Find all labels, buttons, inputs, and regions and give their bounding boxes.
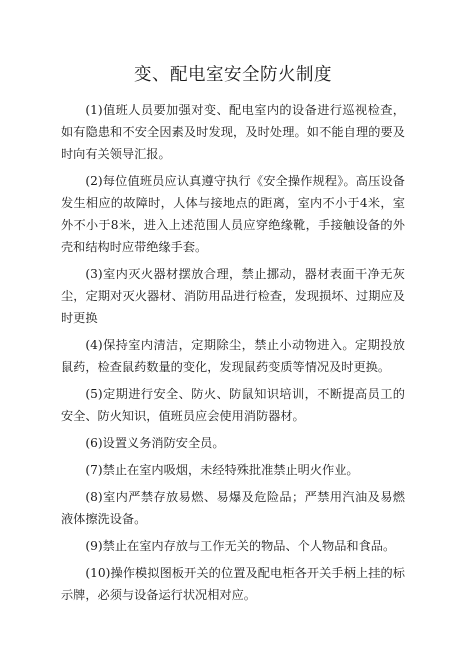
document-title: 变、配电室安全防火制度 <box>134 65 332 85</box>
rule-paragraph-3: (3)室内灭火器材摆放合理，禁止挪动，器材表面干净无灰尘，定期对灭火器材、消防用品进行检查，发现损坏、过期应及时更换 <box>61 267 405 325</box>
rule-paragraph-8: (8)室内严禁存放易燃、易爆及危险品；严禁用汽油及易燃液体擦洗设备。 <box>61 490 405 526</box>
rule-paragraph-7: (7)禁止在室内吸烟，未经特殊批准禁止明火作业。 <box>85 463 359 477</box>
rule-paragraph-4: (4)保持室内清洁，定期除尘，禁止小动物进入。定期投放鼠药，检查鼠药数量的变化，发现鼠药变质等情况及时更换。 <box>61 338 405 374</box>
rule-paragraph-5: (5)定期进行安全、防火、防鼠知识培训，不断提高员工的安全、防火知识，值班员应会使用消防器材。 <box>61 387 405 423</box>
rule-paragraph-1: (1)值班人员要加强对变、配电室内的设备进行巡视检查，如有隐患和不安全因素及时发现，及时处理。如不能自理的要及时向有关领导汇报。 <box>61 103 405 161</box>
rule-paragraph-2: (2)每位值班员应认真遵守执行《安全操作规程》。高压设备发生相应的故障时，人体与接地点的距离，室内不小于4米，室外不小于8米，进入上述范围人员应穿绝缘靴，手接触设备的外壳和结构时应带绝缘手套。 <box>61 174 405 254</box>
rule-paragraph-9: (9)禁止在室内存放与工作无关的物品、个人物品和食品。 <box>85 539 396 553</box>
rule-paragraph-6: (6)设置义务消防安全员。 <box>85 436 225 450</box>
rule-paragraph-10: (10)操作模拟图板开关的位置及配电柜各开关手柄上挂的标示牌，必须与设备运行状况相对应。 <box>61 566 405 602</box>
